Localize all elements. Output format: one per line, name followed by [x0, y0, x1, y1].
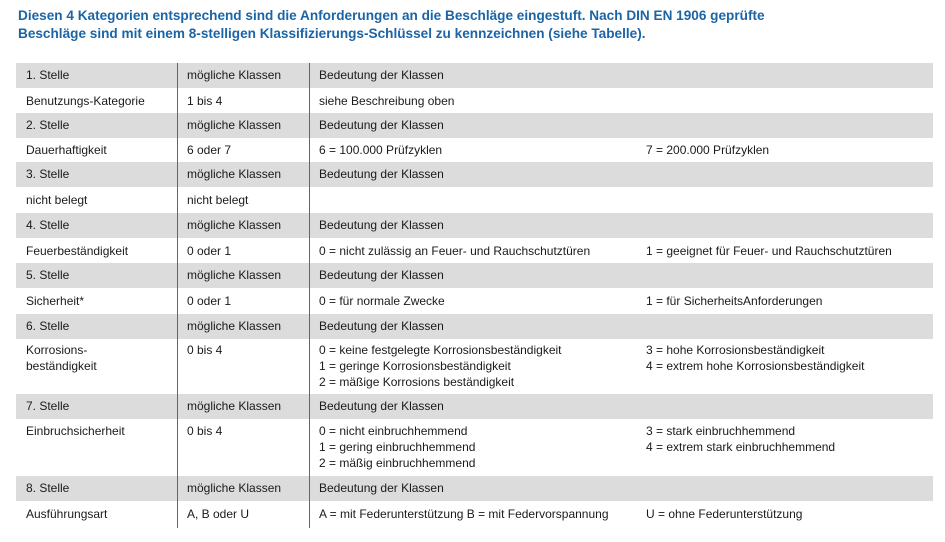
table-cell-col-3: 0 = für normale Zwecke: [319, 294, 445, 308]
table-cell-col-4: 7 = 200.000 Prüfzyklen: [646, 143, 770, 157]
table-cell-col-3: siehe Beschreibung oben: [319, 94, 455, 108]
table-cell-col-1: nicht belegt: [26, 193, 88, 207]
table-cell-col-3: Bedeutung der Klassen: [319, 68, 444, 82]
table-cell-col-3: 6 = 100.000 Prüfzyklen: [319, 143, 443, 157]
intro-line-1: Diesen 4 Kategorien entsprechend sind die Anforderungen an die Beschläge eingestuft. Nach DIN EN 1906 geprüfte: [18, 8, 765, 23]
table-row: [16, 187, 933, 213]
table-cell-col-3: 0 = nicht zulässig an Feuer- und Rauchschutztüren: [319, 244, 591, 258]
column-divider: [309, 138, 310, 162]
table-cell-col-4: 1 = für SicherheitsAnforderungen: [646, 294, 823, 308]
column-divider: [309, 162, 310, 187]
column-divider: [309, 213, 310, 238]
table-cell-col-1: [26, 342, 97, 374]
table-cell-col-2: mögliche Klassen: [187, 319, 282, 333]
column-divider: [309, 501, 310, 528]
cell-line: 2 = mäßig einbruchhemmend: [319, 456, 476, 470]
column-divider: [177, 63, 178, 88]
column-divider: [309, 314, 310, 339]
cell-line: 2 = mäßige Korrosions beständigkeit: [319, 375, 515, 389]
column-divider: [177, 213, 178, 238]
column-divider: [309, 63, 310, 88]
column-divider: [309, 419, 310, 476]
column-divider: [177, 238, 178, 263]
table-cell-col-2: mögliche Klassen: [187, 218, 282, 232]
table-cell-col-3: Bedeutung der Klassen: [319, 319, 444, 333]
cell-line: beständigkeit: [26, 359, 97, 373]
column-divider: [309, 339, 310, 394]
table-header-row: [16, 113, 933, 138]
table-cell-col-3: Bedeutung der Klassen: [319, 268, 444, 282]
table-row: [16, 138, 933, 162]
table-row: [16, 339, 933, 394]
column-divider: [177, 419, 178, 476]
table-cell-col-1: Dauerhaftigkeit: [26, 143, 107, 157]
table-cell-col-3: Bedeutung der Klassen: [319, 481, 444, 495]
intro-text: [18, 7, 933, 43]
table-cell-col-1: 7. Stelle: [26, 399, 70, 413]
table-cell-col-4: [646, 423, 835, 455]
table-header-row: [16, 263, 933, 288]
table-row: [16, 88, 933, 113]
table-cell-col-2: 1 bis 4: [187, 94, 223, 108]
table-cell-col-3: Bedeutung der Klassen: [319, 167, 444, 181]
table-header-row: [16, 476, 933, 501]
table-cell-col-2: A, B oder U: [187, 507, 250, 521]
classification-table: [16, 63, 933, 528]
column-divider: [177, 263, 178, 288]
cell-line: 1 = gering einbruchhemmend: [319, 440, 476, 454]
column-divider: [309, 187, 310, 213]
column-divider: [177, 288, 178, 314]
table-cell-col-3: A = mit Federunterstützung B = mit Federvorspannung: [319, 507, 609, 521]
cell-line: 0 = nicht einbruchhemmend: [319, 424, 468, 438]
column-divider: [177, 187, 178, 213]
table-cell-col-2: 0 bis 4: [187, 343, 223, 357]
cell-line: 0 = keine festgelegte Korrosionsbeständigkeit: [319, 343, 562, 357]
table-cell-col-2: 6 oder 7: [187, 143, 232, 157]
table-cell-col-1: Sicherheit*: [26, 294, 85, 308]
column-divider: [177, 339, 178, 394]
table-header-row: [16, 162, 933, 187]
column-divider: [309, 394, 310, 419]
table-cell-col-4: [646, 342, 864, 374]
table-cell-col-4: U = ohne Federunterstützung: [646, 507, 803, 521]
table-cell-col-3: Bedeutung der Klassen: [319, 118, 444, 132]
table-cell-col-1: 3. Stelle: [26, 167, 70, 181]
table-cell-col-1: Einbruchsicherheit: [26, 424, 125, 438]
table-header-row: [16, 63, 933, 88]
table-cell-col-3: [319, 342, 562, 390]
table-cell-col-1: 4. Stelle: [26, 218, 70, 232]
column-divider: [309, 288, 310, 314]
table-cell-col-1: 8. Stelle: [26, 481, 70, 495]
column-divider: [177, 88, 178, 113]
table-header-row: [16, 213, 933, 238]
table-cell-col-1: 5. Stelle: [26, 268, 70, 282]
column-divider: [177, 501, 178, 528]
table-cell-col-2: nicht belegt: [187, 193, 249, 207]
table-cell-col-1: 6. Stelle: [26, 319, 70, 333]
table-row: [16, 238, 933, 263]
table-cell-col-1: Ausführungsart: [26, 507, 108, 521]
column-divider: [309, 263, 310, 288]
column-divider: [177, 394, 178, 419]
intro-line-2: Beschläge sind mit einem 8-stelligen Klassifizierungs-Schlüssel zu kennzeichnen (siehe Tabelle).: [18, 26, 646, 41]
cell-line: 4 = extrem stark einbruchhemmend: [646, 440, 836, 454]
cell-line: Korrosions-: [26, 343, 88, 357]
column-divider: [177, 138, 178, 162]
table-cell-col-2: mögliche Klassen: [187, 167, 282, 181]
column-divider: [309, 476, 310, 501]
column-divider: [177, 113, 178, 138]
table-cell-col-4: 1 = geeignet für Feuer- und Rauchschutztüren: [646, 244, 892, 258]
cell-line: 4 = extrem hohe Korrosionsbeständigkeit: [646, 359, 865, 373]
table-row: [16, 288, 933, 314]
table-cell-col-2: 0 oder 1: [187, 294, 232, 308]
table-row: [16, 501, 933, 528]
table-cell-col-2: mögliche Klassen: [187, 118, 282, 132]
column-divider: [309, 88, 310, 113]
table-cell-col-2: mögliche Klassen: [187, 399, 282, 413]
table-cell-col-2: mögliche Klassen: [187, 481, 282, 495]
table-header-row: [16, 314, 933, 339]
column-divider: [177, 162, 178, 187]
table-cell-col-1: Feuerbeständigkeit: [26, 244, 129, 258]
table-cell-col-2: 0 bis 4: [187, 424, 223, 438]
cell-line: 1 = geringe Korrosionsbeständigkeit: [319, 359, 511, 373]
table-cell-col-1: 2. Stelle: [26, 118, 70, 132]
table-cell-col-2: mögliche Klassen: [187, 68, 282, 82]
column-divider: [309, 113, 310, 138]
table-cell-col-2: mögliche Klassen: [187, 268, 282, 282]
column-divider: [177, 476, 178, 501]
table-row: [16, 419, 933, 476]
table-cell-col-3: Bedeutung der Klassen: [319, 399, 444, 413]
table-header-row: [16, 394, 933, 419]
column-divider: [309, 238, 310, 263]
table-cell-col-3: Bedeutung der Klassen: [319, 218, 444, 232]
table-cell-col-1: 1. Stelle: [26, 68, 70, 82]
table-cell-col-2: 0 oder 1: [187, 244, 232, 258]
cell-line: 3 = hohe Korrosionsbeständigkeit: [646, 343, 825, 357]
table-cell-col-1: Benutzungs-Kategorie: [26, 94, 145, 108]
table-cell-col-3: [319, 423, 475, 471]
column-divider: [177, 314, 178, 339]
cell-line: 3 = stark einbruchhemmend: [646, 424, 796, 438]
